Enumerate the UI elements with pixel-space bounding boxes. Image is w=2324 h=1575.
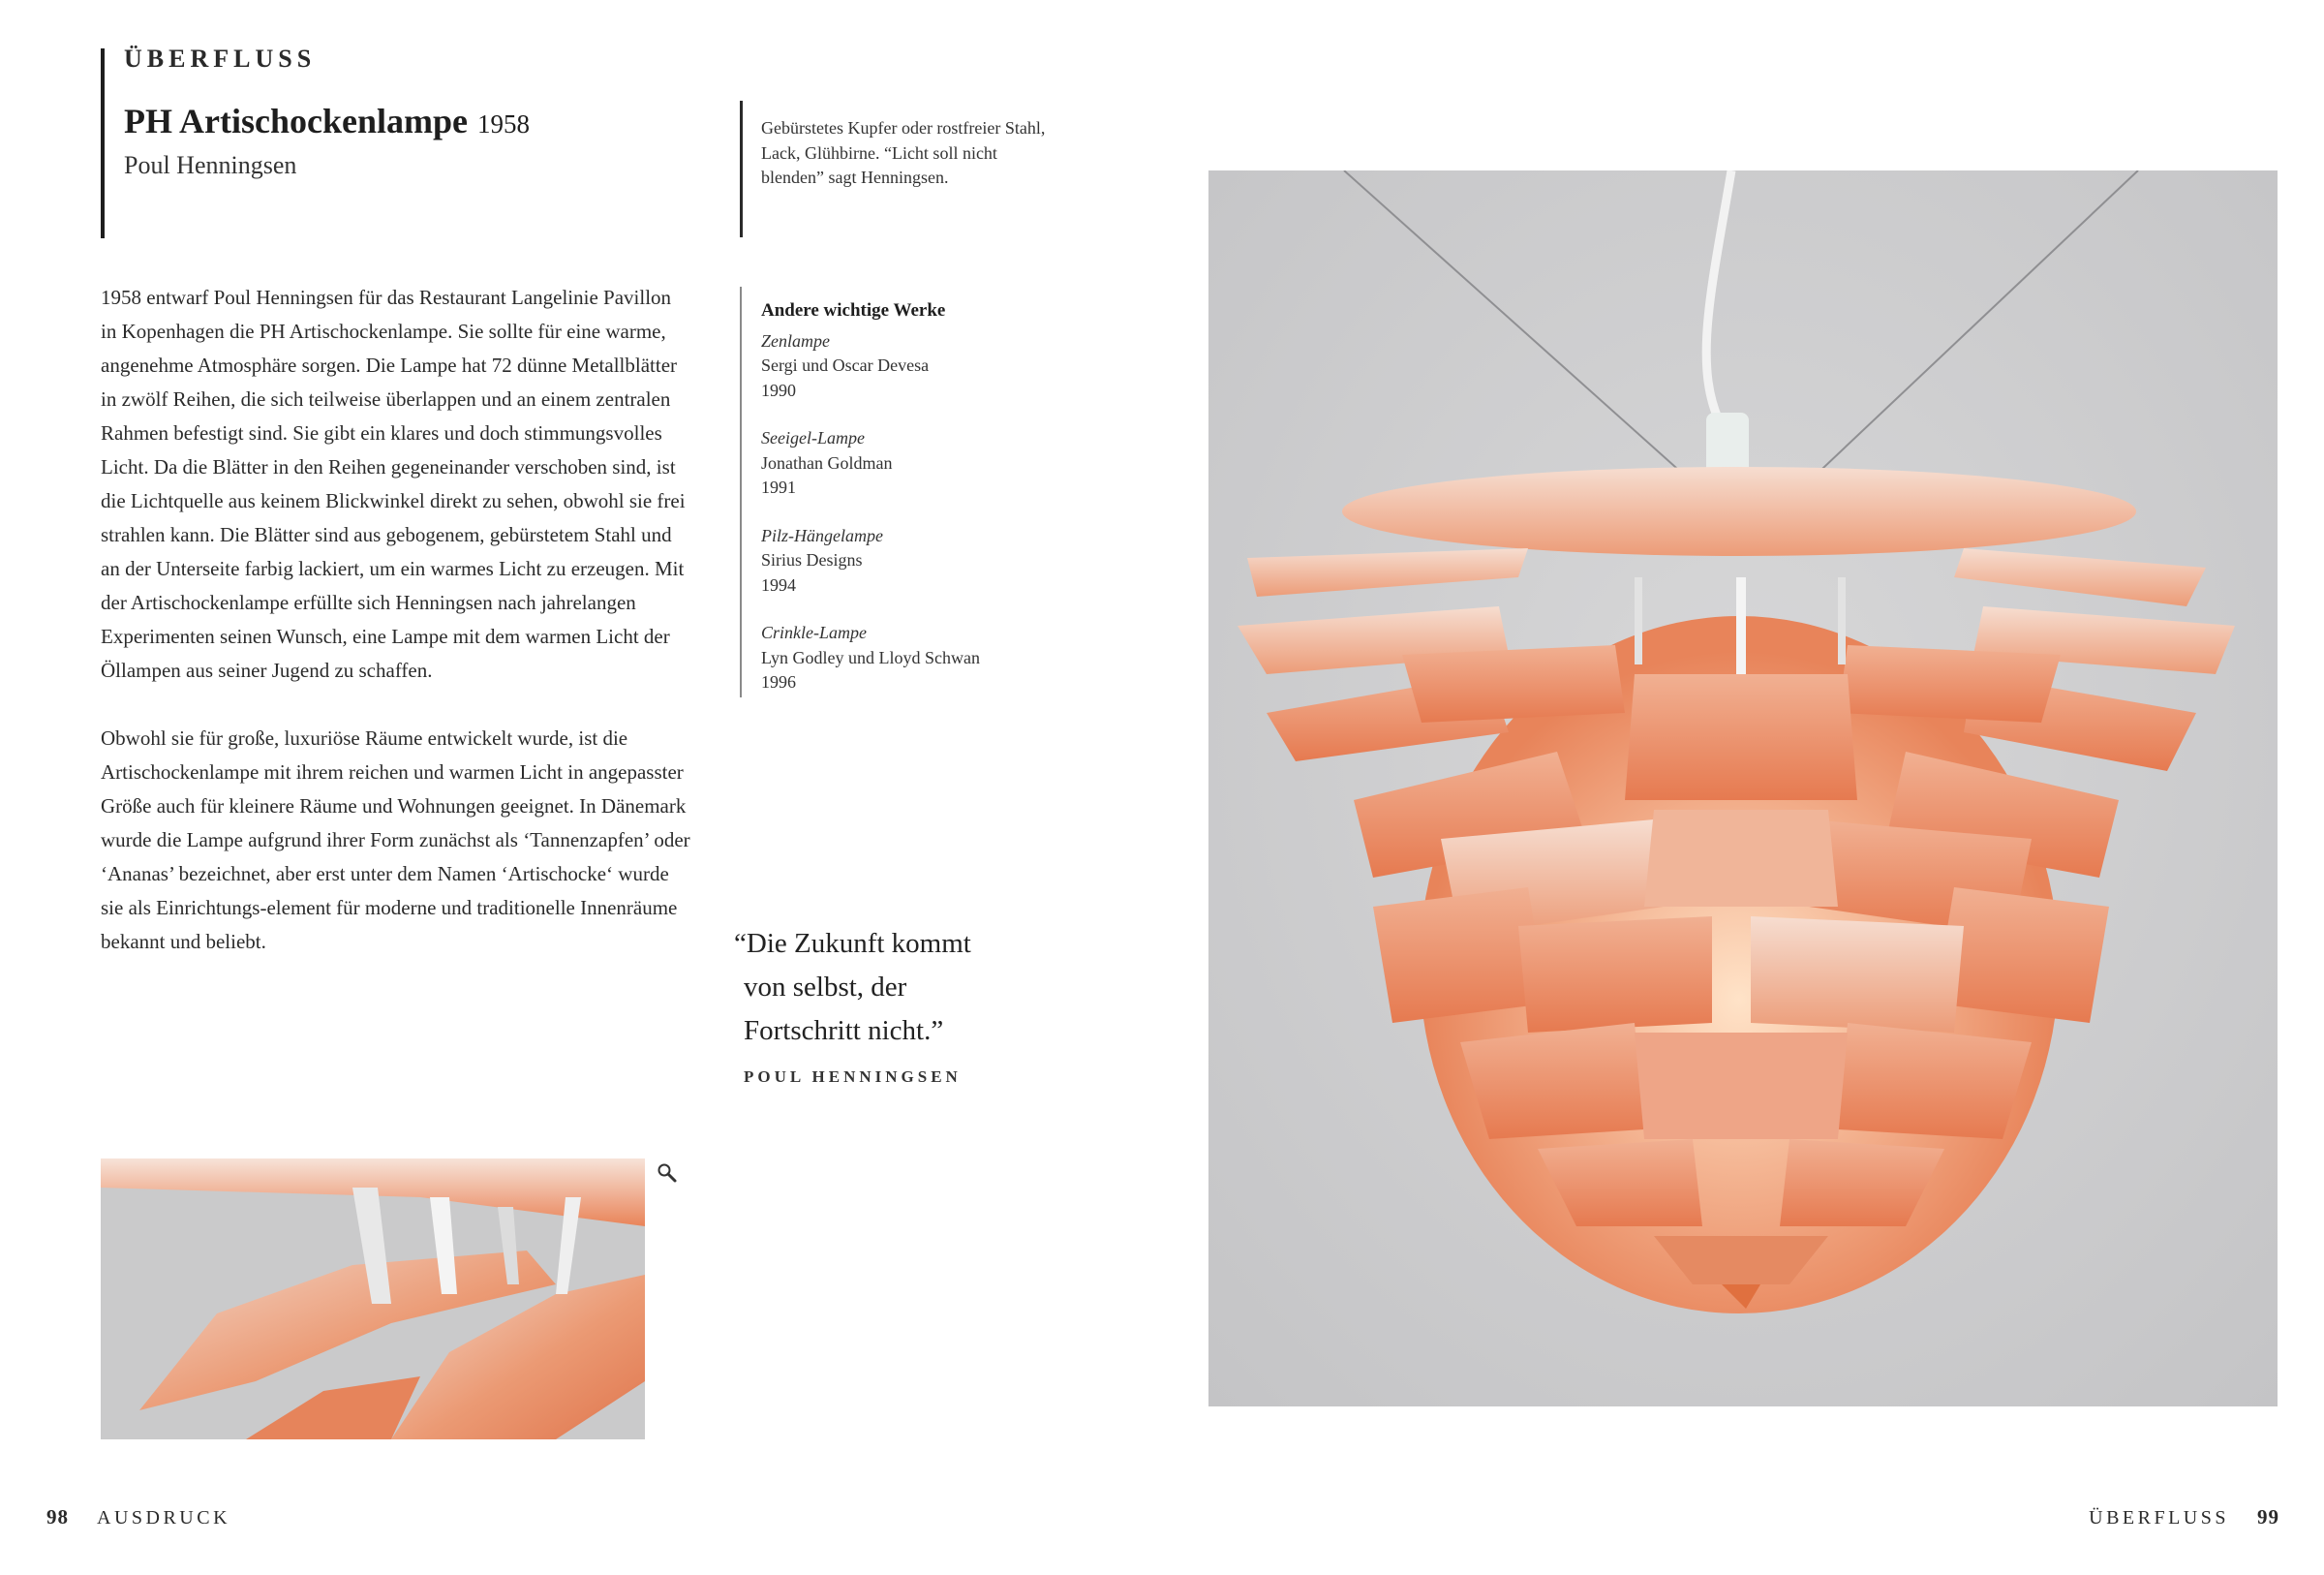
- work-item: [761, 621, 1052, 695]
- artichoke-lamp-illustration: [1208, 170, 2278, 1406]
- page-title: [124, 101, 530, 141]
- work-designer: Sergi und Oscar Devesa: [761, 355, 930, 375]
- quote-line: von selbst, der: [744, 972, 907, 1003]
- page-number-left: 98: [46, 1505, 69, 1529]
- work-year: 1996: [761, 672, 796, 692]
- section-kicker: ÜBERFLUSS: [124, 45, 317, 73]
- quote-author: POUL HENNINGSEN: [744, 1067, 962, 1086]
- section-name-right: ÜBERFLUSS: [2089, 1507, 2229, 1529]
- detail-photo[interactable]: [101, 1158, 645, 1439]
- section-name-left: AUSDRUCK: [97, 1507, 231, 1529]
- title-text: PH Artischockenlampe: [124, 102, 468, 140]
- work-title: Pilz-Hängelampe: [761, 525, 883, 545]
- body-paragraph-1: 1958 entwarf Poul Henningsen für das Restaurant Langelinie Pavillon in Kopenhagen die PH Artischockenlampe. Sie sollte für eine warme, angenehme Atmosphäre sorgen. Die Lampe hat 72 dünne Metallblätter in zwölf Reihen, die sich teilweise überlappen und an einem zentralen Rahmen befestigt sind. Sie gibt ein klares und doch stimmungsvolles Licht. Da die Blätter in den Reihen gegeneinander verschoben sind, ist die Lichtquelle aus keinem Blickwinkel direkt zu sehen, obwohl sie frei strahlen kann. Die Blätter sind aus gebogenem, gebürstetem Stahl und an der Unterseite farbig lackiert, um ein warmes Licht zu erzeugen. Mit der Artischockenlampe erfüllte sich Henningsen nach jahrelangen Experimenten seinen Wunsch, eine Lampe mit dem warmen Licht der Öllampen aus seiner Jugend zu schaffen.: [101, 286, 686, 682]
- work-item: [761, 426, 1052, 501]
- magnifier-icon[interactable]: [657, 1162, 678, 1184]
- work-designer: Lyn Godley und Lloyd Schwan: [761, 647, 980, 667]
- body-paragraph-2: Obwohl sie für große, luxuriöse Räume entwickelt wurde, ist die Artischockenlampe mit ihrem reichen und warmen Licht in angepasster Größe auch für kleinere Räume und Wohnungen geeignet. In Dänemark wurde die Lampe aufgrund ihrer Form zunächst als ‘Tannenzapfen’ oder ‘Ananas’ bezeichnet, aber erst unter dem Namen ‘Artischocke‘ wurde sie als Einrichtungs-element für moderne und traditionelle Innenräume bekannt und beliebt.: [101, 726, 690, 953]
- work-designer: Sirius Designs: [761, 550, 863, 570]
- work-year: 1994: [761, 574, 796, 595]
- work-item: [761, 524, 1052, 599]
- footer-right: [2089, 1505, 2279, 1529]
- materials-note: Gebürstetes Kupfer oder rostfreier Stahl, Lack, Glühbirne. “Licht soll nicht blenden” sagt Henningsen.: [761, 118, 1046, 187]
- main-lamp-photo: [1208, 170, 2278, 1406]
- designer-name: Poul Henningsen: [124, 151, 297, 179]
- work-title: Crinkle-Lampe: [761, 623, 867, 642]
- body-text: [101, 281, 691, 993]
- page-number-right: 99: [2257, 1505, 2279, 1529]
- work-year: 1990: [761, 380, 796, 400]
- work-title: Seeigel-Lampe: [761, 428, 865, 448]
- work-year: 1991: [761, 478, 796, 497]
- work-title: Zenlampe: [761, 330, 830, 351]
- work-designer: Jonathan Goldman: [761, 452, 893, 473]
- footer-left: [46, 1505, 230, 1529]
- pull-quote: [734, 922, 1083, 1053]
- lamp-detail-illustration: [101, 1158, 645, 1439]
- other-works-heading: Andere wichtige Werke: [761, 300, 946, 321]
- quote-line: Fortschritt nicht.”: [744, 1015, 944, 1046]
- works-rule: [740, 287, 742, 697]
- other-works: [761, 298, 1052, 719]
- work-item: [761, 329, 1052, 404]
- header-rule: [101, 48, 105, 238]
- materials-rule: [740, 101, 743, 237]
- title-year: 1958: [476, 109, 530, 139]
- quote-line: “Die Zukunft kommt: [734, 928, 971, 959]
